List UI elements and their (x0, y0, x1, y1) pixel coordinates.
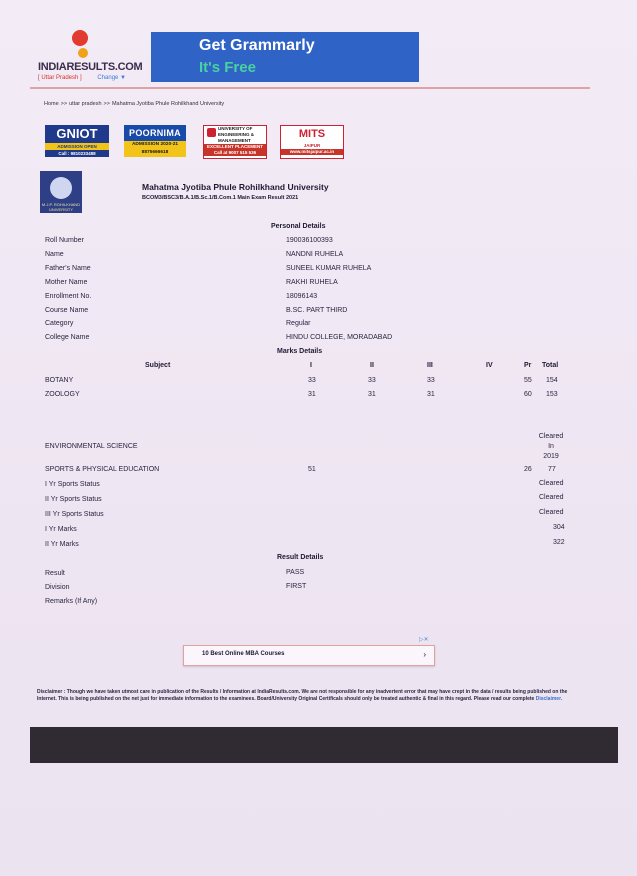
header-paper-1: I (310, 362, 312, 369)
mits-sub: JAIPUR (303, 143, 321, 148)
course-name-value: B.SC. PART THIRD (286, 307, 348, 314)
zoology-paper-3: 31 (427, 391, 435, 398)
mba-ad-text: 10 Best Online MBA Courses (202, 651, 285, 657)
breadcrumb-separator: >> (60, 101, 68, 107)
uem-ad[interactable] (203, 125, 267, 159)
botany-paper-1: 33 (308, 377, 316, 384)
mits-name: MITS (298, 128, 326, 140)
botany-practical: 55 (524, 377, 532, 384)
college-name-value: HINDU COLLEGE, MORADABAD (286, 334, 393, 341)
poornima-phone: 8875666618 (124, 149, 186, 157)
botany-paper-2: 33 (368, 377, 376, 384)
breadcrumb-state-link[interactable]: uttar pradesh (69, 101, 102, 107)
college-name-label: College Name (45, 334, 90, 341)
poornima-name: POORNIMA (129, 128, 181, 138)
division-value: FIRST (286, 583, 307, 590)
disclaimer-text: Disclaimer : Though we have taken utmost care in publication of the Results / Information at IndiaResults.com. We are not responsible for any inadvertent error that may have crept in the data / results being published on the Internet. This is being published on the net just for immediate information to the examinees. Board/University Original Certificals should only be treated authentic & final in this regard. Please read our complete (37, 689, 568, 703)
adchoices-icon[interactable]: ▷✕ (419, 637, 429, 643)
father-name-label: Father's Name (45, 265, 91, 272)
sports-label: SPORTS & PHYSICAL EDUCATION (45, 466, 160, 473)
course-name-label: Course Name (45, 307, 89, 314)
roll-number-label: Roll Number (45, 237, 84, 244)
mother-name-label: Mother Name (45, 279, 88, 286)
yr1-sports-value: Cleared (539, 480, 564, 487)
mits-ad[interactable] (280, 125, 344, 159)
header-subject: Subject (145, 362, 171, 369)
logo-text: INDIARESULTS.COM (38, 61, 143, 73)
grammarly-ad-banner[interactable] (151, 32, 419, 82)
sports-practical: 26 (524, 466, 532, 473)
marks-details-title: Marks Details (277, 348, 323, 355)
env-science-label: ENVIRONMENTAL SCIENCE (45, 443, 138, 450)
header-divider (30, 87, 590, 89)
header-practical: Pr (524, 362, 532, 369)
header-paper-2: II (370, 362, 374, 369)
yr2-sports-value: Cleared (539, 494, 564, 501)
yr2-marks-value: 322 (553, 539, 565, 546)
gniot-ad[interactable] (45, 125, 109, 157)
zoology-paper-2: 31 (368, 391, 376, 398)
sports-total: 77 (548, 466, 556, 473)
zoology-subject: ZOOLOGY (45, 391, 80, 398)
university-seal-icon (40, 171, 82, 213)
gniot-strip: ADMISSION OPEN (45, 143, 109, 150)
yr1-marks-label: I Yr Marks (45, 526, 77, 533)
breadcrumb (44, 101, 226, 107)
env-status-line-3: 2019 (543, 453, 559, 460)
zoology-total: 153 (546, 391, 558, 398)
category-value: Regular (286, 320, 311, 327)
disclaimer (37, 689, 577, 704)
uem-logo-icon (207, 128, 216, 137)
botany-paper-3: 33 (427, 377, 435, 384)
category-label: Category (45, 320, 74, 327)
zoology-paper-1: 31 (308, 391, 316, 398)
breadcrumb-home-link[interactable]: Home (44, 101, 59, 107)
breadcrumb-separator: >> (103, 101, 110, 107)
result-details-title: Result Details (277, 554, 324, 561)
uem-name: UNIVERSITY OF ENGINEERING & MANAGEMENT (218, 126, 255, 143)
zoology-practical: 60 (524, 391, 532, 398)
uem-strip: EXCELLENT PLACEMENT (204, 144, 266, 150)
env-status-line-2: In (548, 443, 554, 450)
sports-paper-1: 51 (308, 466, 316, 473)
personal-details-title: Personal Details (271, 223, 326, 230)
university-name: Mahatma Jyotiba Phule Rohilkhand University (142, 182, 329, 192)
yr3-sports-label: III Yr Sports Status (45, 511, 104, 518)
division-label: Division (45, 584, 70, 591)
uem-phone: Call at 9007 515 536 (204, 150, 266, 156)
header-total: Total (542, 362, 559, 369)
enrollment-value: 18096143 (286, 293, 318, 300)
result-value: PASS (286, 569, 305, 576)
env-status-line-1: Cleared (538, 433, 564, 440)
chevron-right-icon: › (423, 650, 426, 659)
name-value: NANDNI RUHELA (286, 251, 344, 258)
gniot-name: GNIOT (56, 126, 98, 141)
poornima-ad[interactable] (124, 125, 186, 157)
disclaimer-link[interactable]: Disclaimer. (535, 696, 563, 703)
change-state-link[interactable]: Change ▼ (97, 75, 126, 81)
yr3-sports-value: Cleared (539, 509, 564, 516)
name-label: Name (45, 251, 64, 258)
breadcrumb-current: Mahatma Jyotiba Phule Rohilkhand University (111, 101, 225, 107)
header-paper-3: III (427, 362, 433, 369)
banner-subline: It's Free (199, 59, 256, 76)
yr2-marks-label: II Yr Marks (45, 541, 79, 548)
father-name-value: SUNEEL KUMAR RUHELA (286, 265, 372, 272)
state-selector (38, 75, 126, 81)
mother-name-value: RAKHI RUHELA (286, 279, 338, 286)
footer-bar (30, 727, 618, 763)
result-label: Result (45, 570, 65, 577)
roll-number-value: 190036100393 (286, 237, 333, 244)
botany-total: 154 (546, 377, 558, 384)
mba-courses-ad[interactable] (183, 645, 435, 666)
yr1-sports-label: I Yr Sports Status (45, 481, 100, 488)
mits-strip: www.mitsjaipur.ac.in (281, 149, 343, 155)
header-paper-4: IV (486, 362, 493, 369)
gniot-phone: Call : 9810233488 (58, 151, 96, 156)
env-science-status (520, 432, 582, 462)
banner-headline: Get Grammarly (199, 37, 315, 54)
yr2-sports-label: II Yr Sports Status (45, 496, 102, 503)
poornima-strip: ADMISSION 2020-21 (124, 141, 186, 149)
exam-title: BCOM3/BSC3/B.A.1/B.Sc.1/B.Com.1 Main Exam Result 2021 (142, 195, 299, 201)
seal-text: M.J.P. ROHILKHAND UNIVERSITY (41, 202, 81, 212)
remarks-label: Remarks (If Any) (45, 598, 98, 605)
logo-mark-icon (68, 30, 94, 60)
state-label: [ Uttar Pradesh ] (38, 75, 82, 81)
yr1-marks-value: 304 (553, 524, 565, 531)
enrollment-label: Enrollment No. (45, 293, 92, 300)
botany-subject: BOTANY (45, 377, 74, 384)
